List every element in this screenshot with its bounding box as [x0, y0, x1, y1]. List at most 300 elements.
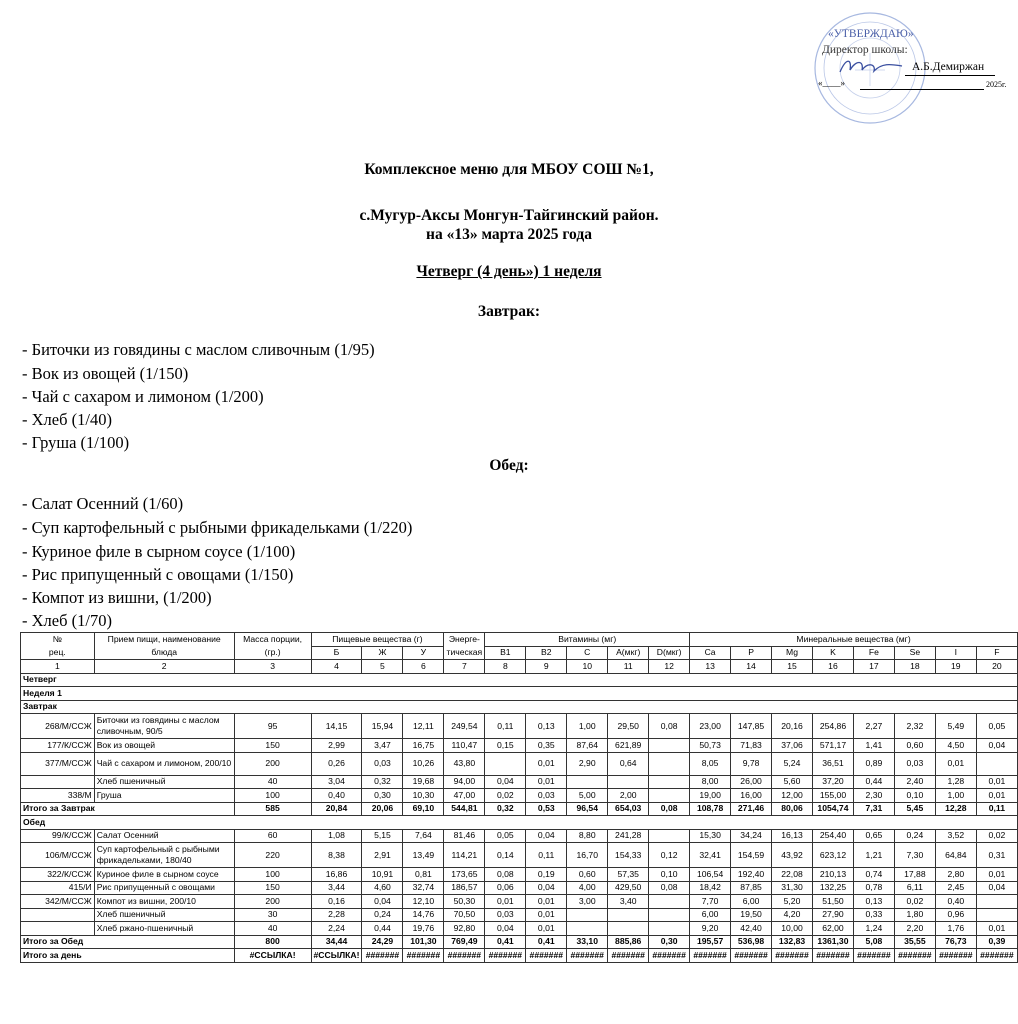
table-cell: 0,01 — [526, 775, 567, 789]
total-value: 34,44 — [311, 935, 362, 949]
table-cell: 87,85 — [731, 881, 772, 895]
table-cell: 571,17 — [812, 739, 853, 753]
lunch-item: - Суп картофельный с рыбными фрикадельками (1/220) — [22, 518, 413, 537]
table-row — [21, 789, 1018, 803]
table-cell: 2,91 — [362, 843, 403, 868]
dish-name: Куриное филе в сырном соусе — [94, 868, 234, 882]
col-number: 10 — [567, 660, 608, 674]
col-number: 15 — [772, 660, 813, 674]
document-date: на «13» марта 2025 года — [426, 226, 592, 243]
table-cell: 3,00 — [567, 895, 608, 909]
table-cell: 154,33 — [608, 843, 649, 868]
table-cell: 3,44 — [311, 881, 362, 895]
table-cell: 8,80 — [567, 829, 608, 843]
recipe-number: 99/К/ССЖ — [21, 829, 95, 843]
col-number: 13 — [690, 660, 731, 674]
portion-mass: 100 — [234, 868, 311, 882]
col-subhead: B2 — [526, 646, 567, 660]
col-subhead: B1 — [485, 646, 526, 660]
total-value: 69,10 — [403, 802, 444, 816]
col-subhead: У — [403, 646, 444, 660]
col-number: 1 — [21, 660, 95, 674]
document-title: Комплексное меню для МБОУ СОШ №1, — [364, 161, 654, 178]
table-cell: 2,45 — [935, 881, 976, 895]
table-cell: 0,04 — [976, 881, 1017, 895]
document-subtitle-location: с.Мугур-Аксы Монгун-Тайгинский район. — [359, 207, 659, 224]
total-value: ####### — [812, 949, 853, 963]
table-cell — [567, 775, 608, 789]
table-cell — [567, 908, 608, 922]
table-cell: 0,06 — [485, 881, 526, 895]
signature — [836, 54, 906, 78]
col-subhead: F — [976, 646, 1017, 660]
portion-mass: 40 — [234, 922, 311, 936]
table-cell: 147,85 — [731, 714, 772, 739]
table-cell: 621,89 — [608, 739, 649, 753]
table-cell: 429,50 — [608, 881, 649, 895]
dish-name: Суп картофельный с рыбными фрикадельками, 180/40 — [94, 843, 234, 868]
section-week-label: Неделя 1 — [21, 687, 1018, 701]
total-value: 24,29 — [362, 935, 403, 949]
total-value: ####### — [772, 949, 813, 963]
table-cell: 50,30 — [444, 895, 485, 909]
table-cell: 31,30 — [772, 881, 813, 895]
breakfast-item: - Груша (1/100) — [22, 433, 130, 452]
table-cell: 7,64 — [403, 829, 444, 843]
table-cell: 4,20 — [772, 908, 813, 922]
total-value: 108,78 — [690, 802, 731, 816]
col-number: 7 — [444, 660, 485, 674]
table-cell: 0,04 — [485, 922, 526, 936]
col-subhead: A(мкг) — [608, 646, 649, 660]
table-cell: 0,01 — [976, 775, 1017, 789]
total-value: ####### — [731, 949, 772, 963]
total-value: 195,57 — [690, 935, 731, 949]
table-cell: 8,00 — [690, 775, 731, 789]
table-cell — [649, 739, 690, 753]
total-value: #ССЫЛКА! — [234, 949, 311, 963]
table-cell: 10,00 — [772, 922, 813, 936]
breakfast-heading: Завтрак: — [477, 303, 541, 320]
table-cell: 5,49 — [935, 714, 976, 739]
recipe-number — [21, 908, 95, 922]
portion-mass: 200 — [234, 895, 311, 909]
total-value: 5,45 — [894, 802, 935, 816]
dish-name: Биточки из говядины с маслом сливочным, 90/5 — [94, 714, 234, 739]
col-number: 5 — [362, 660, 403, 674]
total-value: ####### — [853, 949, 894, 963]
table-cell: 0,01 — [976, 789, 1017, 803]
col-number: 17 — [853, 660, 894, 674]
table-cell: 132,25 — [812, 881, 853, 895]
table-cell: 0,02 — [485, 789, 526, 803]
table-cell: 0,04 — [526, 829, 567, 843]
table-cell: 186,57 — [444, 881, 485, 895]
total-value: ####### — [526, 949, 567, 963]
dish-name: Компот из вишни, 200/10 — [94, 895, 234, 909]
lunch-item: - Салат Осенний (1/60) — [22, 494, 184, 513]
table-cell: 0,03 — [485, 908, 526, 922]
table-cell: 249,54 — [444, 714, 485, 739]
total-value: 585 — [234, 802, 311, 816]
total-value: 769,49 — [444, 935, 485, 949]
table-cell: 0,32 — [362, 775, 403, 789]
section-thursday — [21, 673, 1018, 687]
table-cell: 10,91 — [362, 868, 403, 882]
col-subhead: Mg — [772, 646, 813, 660]
total-value: 271,46 — [731, 802, 772, 816]
table-cell: 2,80 — [935, 868, 976, 882]
table-cell: 7,70 — [690, 895, 731, 909]
table-cell: 8,05 — [690, 752, 731, 775]
table-cell: 0,01 — [485, 895, 526, 909]
table-cell: 0,10 — [894, 789, 935, 803]
table-row — [21, 775, 1018, 789]
table-cell: 0,35 — [526, 739, 567, 753]
col-subhead: Ca — [690, 646, 731, 660]
total-value: 536,98 — [731, 935, 772, 949]
dish-name: Салат Осенний — [94, 829, 234, 843]
table-cell: 32,74 — [403, 881, 444, 895]
dish-name: Вок из овощей — [94, 739, 234, 753]
table-cell: 0,14 — [485, 843, 526, 868]
signature-line — [905, 75, 995, 76]
recipe-number — [21, 775, 95, 789]
portion-mass: 40 — [234, 775, 311, 789]
table-cell: 3,47 — [362, 739, 403, 753]
table-cell: 5,15 — [362, 829, 403, 843]
table-cell: 0,08 — [485, 868, 526, 882]
total-value: ####### — [649, 949, 690, 963]
table-cell: 0,02 — [976, 829, 1017, 843]
col-head-dish: Прием пищи, наименование — [94, 633, 234, 647]
total-value: 0,08 — [649, 802, 690, 816]
table-cell: 5,00 — [567, 789, 608, 803]
recipe-number: 268/М/ССЖ — [21, 714, 95, 739]
table-cell: 42,40 — [731, 922, 772, 936]
total-value: 0,41 — [485, 935, 526, 949]
table-cell: 0,08 — [649, 881, 690, 895]
table-cell: 16,75 — [403, 739, 444, 753]
col-head-energy-2: тическая — [444, 646, 485, 660]
total-value: ####### — [976, 949, 1017, 963]
table-cell: 0,05 — [976, 714, 1017, 739]
total-value: 76,73 — [935, 935, 976, 949]
breakfast-item: - Хлеб (1/40) — [22, 410, 112, 429]
table-cell: 110,47 — [444, 739, 485, 753]
lunch-item: - Хлеб (1/70) — [22, 611, 112, 630]
section-week — [21, 687, 1018, 701]
table-cell: 6,11 — [894, 881, 935, 895]
approval-date-prefix: «____» — [818, 78, 845, 88]
total-value: 0,53 — [526, 802, 567, 816]
section-lunch — [21, 816, 1018, 830]
table-row — [21, 752, 1018, 775]
lunch-item: - Рис припущенный с овощами (1/150) — [22, 565, 294, 584]
col-subhead: P — [731, 646, 772, 660]
table-cell: 0,03 — [526, 789, 567, 803]
table-cell: 4,50 — [935, 739, 976, 753]
table-cell: 0,19 — [526, 868, 567, 882]
table-cell: 0,40 — [935, 895, 976, 909]
table-cell: 64,84 — [935, 843, 976, 868]
col-head-minerals: Минеральные вещества (мг) — [690, 633, 1018, 647]
table-cell: 2,28 — [311, 908, 362, 922]
table-cell: 18,42 — [690, 881, 731, 895]
table-cell: 2,40 — [894, 775, 935, 789]
table-cell: 23,00 — [690, 714, 731, 739]
table-cell: 9,78 — [731, 752, 772, 775]
table-cell — [649, 789, 690, 803]
table-cell: 0,04 — [485, 775, 526, 789]
table-cell: 0,11 — [526, 843, 567, 868]
table-cell: 1,00 — [935, 789, 976, 803]
table-cell — [649, 775, 690, 789]
table-cell — [649, 752, 690, 775]
total-value: ####### — [362, 949, 403, 963]
table-cell: 0,13 — [526, 714, 567, 739]
table-cell: 2,32 — [894, 714, 935, 739]
table-cell: 0,81 — [403, 868, 444, 882]
total-value: ####### — [894, 949, 935, 963]
approval-position: Директор школы: — [822, 44, 908, 56]
table-cell: 19,76 — [403, 922, 444, 936]
table-cell: 71,83 — [731, 739, 772, 753]
table-cell: 0,01 — [526, 895, 567, 909]
table-cell: 4,00 — [567, 881, 608, 895]
table-cell — [608, 908, 649, 922]
table-cell — [649, 829, 690, 843]
col-number: 3 — [234, 660, 311, 674]
table-cell: 0,04 — [362, 895, 403, 909]
table-cell: 2,90 — [567, 752, 608, 775]
col-head-no: № — [21, 633, 95, 647]
col-number: 12 — [649, 660, 690, 674]
table-cell: 19,50 — [731, 908, 772, 922]
table-cell: 12,11 — [403, 714, 444, 739]
recipe-number: 377/М/ССЖ — [21, 752, 95, 775]
approval-date-year: 2025г. — [986, 80, 1007, 89]
lunch-item: - Компот из вишни, (1/200) — [22, 588, 212, 607]
table-cell: 0,13 — [853, 895, 894, 909]
total-value: 20,84 — [311, 802, 362, 816]
table-cell: 0,01 — [976, 868, 1017, 882]
breakfast-total-row — [21, 802, 1018, 816]
table-cell — [976, 752, 1017, 775]
table-row — [21, 829, 1018, 843]
table-cell: 10,26 — [403, 752, 444, 775]
table-cell: 5,24 — [772, 752, 813, 775]
table-cell: 1,76 — [935, 922, 976, 936]
table-cell: 20,16 — [772, 714, 813, 739]
breakfast-item: - Чай с сахаром и лимоном (1/200) — [22, 387, 264, 406]
col-number: 8 — [485, 660, 526, 674]
table-cell: 81,46 — [444, 829, 485, 843]
table-cell: 210,13 — [812, 868, 853, 882]
table-cell: 13,49 — [403, 843, 444, 868]
total-value: ####### — [403, 949, 444, 963]
table-cell: 0,05 — [485, 829, 526, 843]
col-subhead: I — [935, 646, 976, 660]
table-cell: 254,86 — [812, 714, 853, 739]
table-cell — [976, 908, 1017, 922]
table-row — [21, 881, 1018, 895]
table-cell: 70,50 — [444, 908, 485, 922]
table-row — [21, 908, 1018, 922]
table-cell — [608, 775, 649, 789]
col-number: 14 — [731, 660, 772, 674]
total-value: 885,86 — [608, 935, 649, 949]
table-cell: 50,73 — [690, 739, 731, 753]
portion-mass: 100 — [234, 789, 311, 803]
table-cell: 26,00 — [731, 775, 772, 789]
total-value: 12,28 — [935, 802, 976, 816]
table-cell — [976, 895, 1017, 909]
table-cell: 0,89 — [853, 752, 894, 775]
table-cell: 51,50 — [812, 895, 853, 909]
table-cell: 2,99 — [311, 739, 362, 753]
table-cell: 0,01 — [935, 752, 976, 775]
lunch-item: - Куриное филе в сырном соусе (1/100) — [22, 542, 296, 561]
table-cell: 12,00 — [772, 789, 813, 803]
portion-mass: 150 — [234, 881, 311, 895]
table-cell: 9,20 — [690, 922, 731, 936]
total-value: 1054,74 — [812, 802, 853, 816]
portion-mass: 95 — [234, 714, 311, 739]
recipe-number: 106/М/ССЖ — [21, 843, 95, 868]
table-cell: 0,24 — [894, 829, 935, 843]
recipe-number: 415/И — [21, 881, 95, 895]
portion-mass: 200 — [234, 752, 311, 775]
col-number: 2 — [94, 660, 234, 674]
table-cell: 62,00 — [812, 922, 853, 936]
nutrition-table — [20, 632, 1018, 963]
table-cell: 37,20 — [812, 775, 853, 789]
table-cell: 0,02 — [894, 895, 935, 909]
table-row — [21, 895, 1018, 909]
dish-name: Хлеб пшеничный — [94, 775, 234, 789]
table-cell: 0,96 — [935, 908, 976, 922]
table-cell: 1,80 — [894, 908, 935, 922]
table-row — [21, 739, 1018, 753]
total-value: ####### — [690, 949, 731, 963]
lunch-total-row — [21, 935, 1018, 949]
table-cell: 0,31 — [976, 843, 1017, 868]
table-cell: 15,30 — [690, 829, 731, 843]
table-cell: 2,24 — [311, 922, 362, 936]
table-cell: 3,40 — [608, 895, 649, 909]
total-value: 0,30 — [649, 935, 690, 949]
table-cell: 3,52 — [935, 829, 976, 843]
total-value: 1361,30 — [812, 935, 853, 949]
dish-name: Хлеб ржано-пшеничный — [94, 922, 234, 936]
table-cell: 47,00 — [444, 789, 485, 803]
table-cell: 106,54 — [690, 868, 731, 882]
breakfast-item: - Биточки из говядины с маслом сливочным (1/95) — [22, 340, 375, 359]
table-cell: 0,01 — [526, 752, 567, 775]
total-value: 0,39 — [976, 935, 1017, 949]
day-total-row — [21, 949, 1018, 963]
total-value: 0,11 — [976, 802, 1017, 816]
table-cell: 8,38 — [311, 843, 362, 868]
table-cell: 2,20 — [894, 922, 935, 936]
table-cell: 0,74 — [853, 868, 894, 882]
table-cell: 0,01 — [976, 922, 1017, 936]
table-cell: 14,15 — [311, 714, 362, 739]
total-value: ####### — [567, 949, 608, 963]
table-cell: 241,28 — [608, 829, 649, 843]
table-cell: 22,08 — [772, 868, 813, 882]
table-cell: 27,90 — [812, 908, 853, 922]
total-value: 20,06 — [362, 802, 403, 816]
recipe-number — [21, 922, 95, 936]
table-cell: 5,20 — [772, 895, 813, 909]
approval-title: «УТВЕРЖДАЮ» — [828, 28, 914, 40]
col-number: 11 — [608, 660, 649, 674]
col-head-mass: Масса порции, — [234, 633, 311, 647]
table-cell: 17,88 — [894, 868, 935, 882]
date-line — [860, 89, 984, 90]
col-subhead: D(мкг) — [649, 646, 690, 660]
table-cell: 16,70 — [567, 843, 608, 868]
table-cell — [485, 752, 526, 775]
table-cell: 254,40 — [812, 829, 853, 843]
table-cell: 0,40 — [311, 789, 362, 803]
table-cell — [649, 908, 690, 922]
total-value: 33,10 — [567, 935, 608, 949]
col-head-mass-2: (гр.) — [234, 646, 311, 660]
table-cell: 0,04 — [976, 739, 1017, 753]
col-head-rec: рец. — [21, 646, 95, 660]
table-cell: 15,94 — [362, 714, 403, 739]
table-cell: 155,00 — [812, 789, 853, 803]
table-cell: 0,04 — [526, 881, 567, 895]
table-cell: 43,80 — [444, 752, 485, 775]
breakfast-total-row-label: Итого за Завтрак — [21, 802, 235, 816]
table-cell: 0,65 — [853, 829, 894, 843]
col-number: 19 — [935, 660, 976, 674]
table-cell: 43,92 — [772, 843, 813, 868]
col-subhead: Б — [311, 646, 362, 660]
col-head-nutrients: Пищевые вещества (г) — [311, 633, 444, 647]
total-value: ####### — [444, 949, 485, 963]
table-cell: 173,65 — [444, 868, 485, 882]
table-cell: 16,00 — [731, 789, 772, 803]
portion-mass: 220 — [234, 843, 311, 868]
total-value: 132,83 — [772, 935, 813, 949]
col-number: 18 — [894, 660, 935, 674]
table-cell: 0,12 — [649, 843, 690, 868]
table-cell: 0,10 — [649, 868, 690, 882]
table-cell — [649, 922, 690, 936]
day-total-row-label: Итого за день — [21, 949, 235, 963]
table-cell: 0,11 — [485, 714, 526, 739]
table-cell: 6,00 — [731, 895, 772, 909]
table-cell: 0,44 — [362, 922, 403, 936]
table-cell: 87,64 — [567, 739, 608, 753]
table-cell: 0,30 — [362, 789, 403, 803]
table-cell: 0,16 — [311, 895, 362, 909]
table-row — [21, 714, 1018, 739]
section-lunch-label: Обед — [21, 816, 1018, 830]
table-cell: 6,00 — [690, 908, 731, 922]
table-cell: 1,41 — [853, 739, 894, 753]
col-subhead: C — [567, 646, 608, 660]
table-cell: 0,78 — [853, 881, 894, 895]
table-cell: 0,15 — [485, 739, 526, 753]
table-cell: 29,50 — [608, 714, 649, 739]
total-value: 7,31 — [853, 802, 894, 816]
